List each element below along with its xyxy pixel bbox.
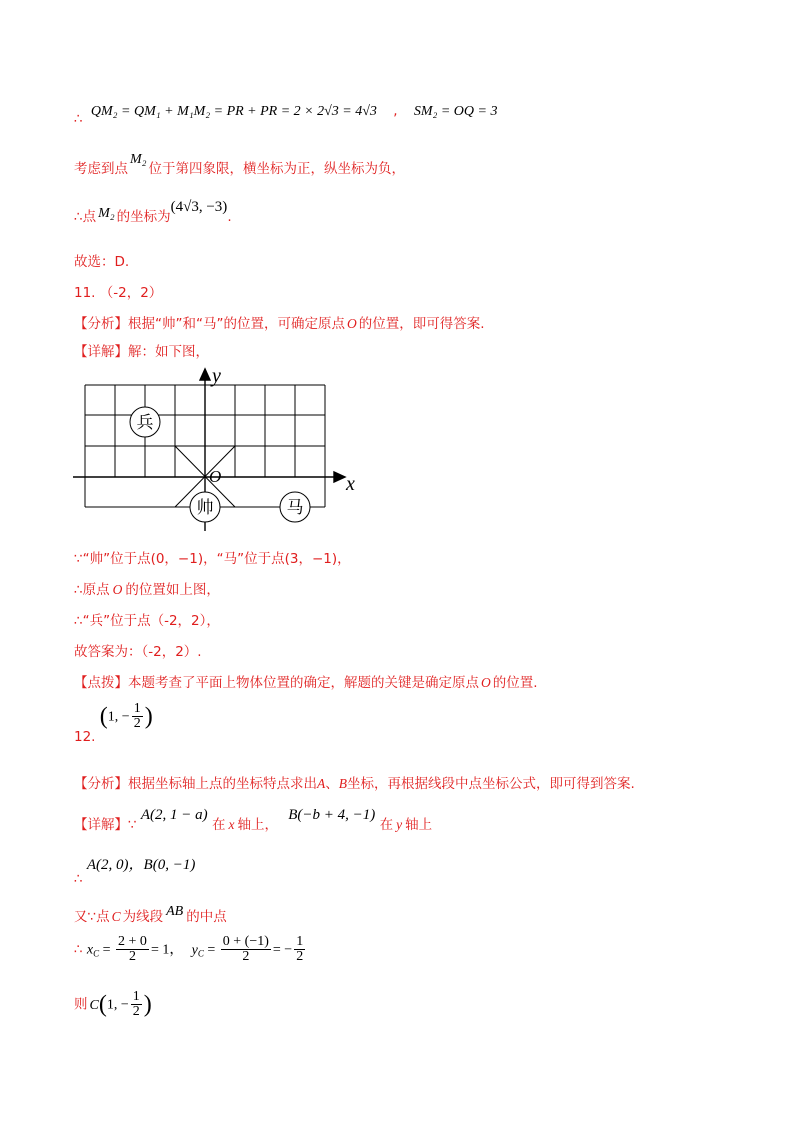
result-line-2: [74, 904, 227, 927]
fraction-numerator: 0 + (−1): [222, 934, 269, 949]
solution-line-2: [74, 581, 220, 599]
fraction-numerator: 1: [132, 989, 140, 1004]
text-fragment: 轴上: [405, 817, 433, 833]
xc-var: x: [86, 942, 94, 958]
text-fragment: 又∵点: [74, 909, 110, 925]
piece-ma-label: 马: [286, 498, 304, 518]
yc-subscript: C: [197, 948, 204, 959]
analysis-tag: 【分析】: [74, 316, 128, 332]
detail-tag: 【详解】: [74, 344, 128, 360]
result-line-4: 则 C(1, − $\frac{1}{2}$ ): [74, 989, 152, 1019]
fraction-denominator: 2: [296, 949, 304, 964]
result-line-3: ∴ $x_C$ = $\frac{2 + 0}{2}$ = 1， $y_C$ = $\frac{0 + (-1)}{2}$ = − $\frac{1}{2}$: [74, 934, 304, 964]
text-fragment: 则: [74, 996, 88, 1013]
text-fragment: 根据“帅”和“马”的位置，可确定原点: [128, 316, 345, 332]
therefore-symbol: ∴: [74, 871, 83, 887]
question-number: 12.: [74, 728, 96, 745]
pointer-11: [74, 674, 538, 692]
answer-line: 故选：D.: [74, 254, 130, 270]
y-axis-label: y: [212, 366, 221, 387]
equation-sm2: SM₂ = OQ = 3: [413, 104, 498, 119]
text-fragment: .: [227, 209, 232, 225]
origin-label: O: [209, 467, 222, 486]
detail-tag: 【详解】: [74, 817, 128, 833]
text-fragment: 的坐标为: [116, 209, 171, 225]
math-m2: M₂: [130, 152, 147, 167]
fraction-denominator: 2: [242, 949, 250, 964]
text-line-3: [74, 199, 232, 227]
point-a-label: A: [317, 776, 326, 791]
fraction-numerator: 1: [296, 934, 304, 949]
fraction-denominator: 2: [128, 949, 136, 964]
piece-shuai-label: 帅: [196, 498, 214, 518]
point-b-label: B: [338, 776, 347, 791]
math-fragment: 1, −: [106, 997, 129, 1013]
fraction-denominator: 2: [132, 1004, 140, 1019]
x-axis-label: x: [346, 473, 355, 495]
segment-ab: AB: [166, 904, 184, 919]
point-b-expression: B(−b + 4, −1): [288, 807, 376, 823]
coordinate-m2: (4√3, −3): [170, 199, 228, 215]
text-fragment: 考虑到点: [74, 161, 128, 177]
fraction-numerator: 1: [133, 701, 141, 716]
analysis-11: [74, 315, 485, 333]
axis-y: y: [396, 817, 403, 832]
text-fragment: 位于第四象限，横坐标为正，纵坐标为负，: [148, 161, 406, 177]
equation-qm2: QM₂ = QM₁ + M₁M₂ = PR + PR = 2 × 2√3 = 4√3: [90, 104, 377, 119]
pointer-tag: 【点拨】: [74, 675, 128, 691]
text-fragment: 在: [211, 817, 226, 833]
xc-subscript: C: [93, 948, 100, 959]
text-fragment: ∴点: [74, 209, 97, 225]
fraction-denominator: 2: [133, 716, 141, 731]
chess-coordinate-figure: [70, 366, 360, 531]
xc-result: = 1，: [150, 942, 184, 958]
text-fragment: 的位置.: [492, 675, 538, 691]
math-m2: M₂: [98, 206, 115, 221]
origin-label: O: [112, 582, 123, 597]
axis-x: x: [228, 817, 235, 832]
point-a-expression: A(2, 1 − a): [140, 807, 208, 823]
therefore-symbol: ∴: [74, 111, 83, 127]
origin-label: O: [481, 675, 491, 690]
detail-12: [74, 807, 433, 833]
analysis-tag: 【分析】: [74, 776, 128, 792]
text-fragment: ∴原点: [74, 582, 110, 598]
text-fragment: 轴上，: [237, 817, 278, 833]
text-fragment: 在: [379, 817, 394, 833]
points-ab: A(2, 0)，B(0, −1): [86, 857, 196, 873]
yc-var: y: [191, 942, 198, 958]
fraction-numerator: 2 + 0: [118, 934, 147, 949]
solution-line-1: ∵“帅”位于点(0，−1)，“马”位于点(3，−1)，: [74, 551, 351, 567]
origin-label: O: [346, 316, 357, 331]
text-fragment: 的中点: [186, 909, 227, 925]
yc-result: = −: [272, 942, 293, 958]
piece-bing-label: 兵: [136, 413, 154, 433]
point-c-label: C: [111, 909, 121, 924]
math-fragment: 1, −: [107, 709, 130, 725]
text-fragment: 本题考查了平面上物体位置的确定，解题的关键是确定原点: [128, 675, 479, 691]
text-fragment: 的位置如上图，: [125, 582, 220, 598]
because-symbol: ∵: [128, 817, 137, 833]
question-11-answer: 11. （-2，2）: [74, 285, 163, 301]
text-fragment: 的位置，即可得答案.: [358, 316, 485, 332]
equation-line-1: [74, 102, 498, 127]
therefore-symbol: ∴: [74, 941, 83, 958]
solution-line-3: ∴“兵”位于点（-2，2），: [74, 613, 220, 629]
result-line-1: [74, 856, 196, 887]
text-line-2: [74, 152, 406, 179]
solution-line-4: 故答案为：（-2，2）.: [74, 644, 202, 660]
text-fragment: 、: [325, 776, 339, 792]
text-fragment: 根据坐标轴上点的坐标特点求出: [128, 776, 317, 792]
text-fragment: 坐标，再根据线段中点坐标公式，即可得到答案.: [347, 776, 635, 792]
text-fragment: 为线段: [122, 909, 164, 925]
separator: ,: [393, 103, 398, 119]
text-fragment: 解：如下图，: [128, 344, 209, 360]
point-c-label: C: [89, 997, 99, 1013]
detail-11: [74, 343, 209, 361]
question-12-answer: 12. (1, − $\frac{1}{2}$ ): [74, 701, 153, 745]
analysis-12: [74, 775, 635, 793]
